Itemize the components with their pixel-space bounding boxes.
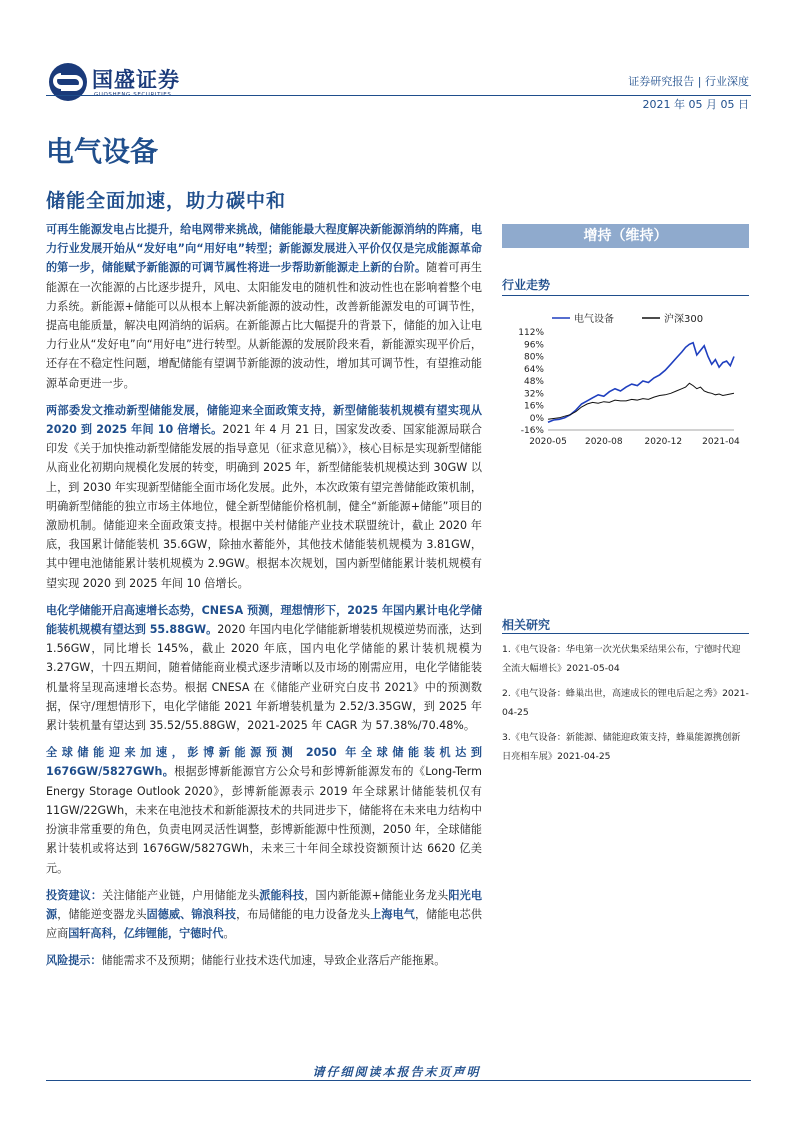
report-headline: 储能全面加速，助力碳中和 xyxy=(46,190,287,212)
paragraph-4 xyxy=(46,743,482,877)
related-item[interactable]: 1.《电气设备：华电第一次光伏集采结果公布，宁德时代迎全流大幅增长》2021-05-04 xyxy=(502,644,741,674)
x-tick-label: 2020-05 xyxy=(529,437,567,447)
y-tick-label: 112% xyxy=(518,328,544,338)
advice-text-i: ，储能电芯供应商 xyxy=(46,907,482,941)
y-tick-label: 16% xyxy=(523,401,544,412)
legend-label-hs300: 沪深300 xyxy=(664,314,704,325)
x-tick-label: 2021-04 xyxy=(702,437,740,447)
paragraph-2-lead: 两部委发文推动新型储能发展，储能迎来全面政策支持，新型储能装机规模有望实现从 2020 到 2025 年间 10 倍增长。 xyxy=(46,403,482,437)
x-axis xyxy=(529,437,740,447)
related-item[interactable]: 2.《电气设备：蜂巢出世，高速成长的锂电后起之秀》2021-04-25 xyxy=(502,688,749,718)
advice-text-e: ，储能逆变器龙头 xyxy=(57,907,147,921)
report-date: 2021 年 05 月 05 日 xyxy=(642,98,749,111)
paragraph-2 xyxy=(46,401,482,593)
related-divider xyxy=(502,633,749,634)
footer-disclaimer: 请仔细阅读本报告末页声明 xyxy=(312,1065,481,1079)
paragraph-3-text: 2020 年国内电化学储能新增装机规模逆势而涨，达到 1.56GW，同比增长 145%，截止 2020 年底，国内电化学储能的累计装机规模为 3.27GW，十四五期间，随着储能商业模式逐步清晰以及市场的刚需应用，电化学储能装机量将呈现高速增长态势。根据 CNESA 在《储能产业研究白皮书 2021》中的预测数据，保守/理想情形下，电化学储能 2021 年新增装机量为 2.52/3.35GW，到 2025 年累计装机量有望达到 35.52/55.88GW，2021-2025 年 CAGR 为 57.38%/70.48%。 xyxy=(46,623,482,733)
y-tick-label: 0% xyxy=(529,413,544,424)
related-research-list xyxy=(502,640,749,772)
series-lines xyxy=(548,343,734,423)
legend-label-electrical: 电气设备 xyxy=(574,314,614,325)
advice-stock-d: 阳光电源 xyxy=(46,888,482,921)
company-name-cn: 国盛证券 xyxy=(92,68,180,92)
advice-text-g: ，布局储能的电力设备龙头 xyxy=(236,907,371,921)
logo-mark xyxy=(48,62,88,102)
paragraph-4-lead: 全球储能迎来加速，彭博新能源预测 2050 年全球储能装机达到 1676GW/5827GWh。 xyxy=(46,746,482,779)
y-tick-label: -16% xyxy=(520,426,544,436)
advice-text-c: ，国内新能源+储能业务龙头 xyxy=(304,888,449,902)
header-divider xyxy=(46,95,751,96)
advice-stock-f: 固德威、锦浪科技 xyxy=(146,907,237,921)
advice-stock-h: 上海电气 xyxy=(370,907,415,921)
y-tick-label: 32% xyxy=(523,389,544,400)
report-type: 证券研究报告 | 行业深度 xyxy=(628,75,749,88)
x-tick-label: 2020-12 xyxy=(644,437,683,447)
paragraph-1-text: 随着可再生能源在一次能源的占比逐步提升，风电、太阳能发电的随机性和波动性也在影响着整个电力系统。新能源+储能可以从根本上解决新能源的波动性，改善新能源发电的可调节性，提高电能质量，解决电网消纳的诟病。在新能源占比大幅提升的背景下，储能的加入让电力行业从“发好电”向“用好电”进行转型。从新能源的发展阶段来看，新能源实现平价后，还存在不稳定性问题，增配储能有望调节新能源的波动性，增加其可调节性，有望推动能源革命更进一步。 xyxy=(46,261,482,390)
investment-advice xyxy=(46,886,482,944)
related-item[interactable]: 3.《电气设备：新能源、储能迎政策支持，蜂巢能源携创新日亮相车展》2021-04-25 xyxy=(502,732,741,762)
investment-advice-label: 投资建议： xyxy=(46,888,103,902)
risk-warning-text: 储能需求不及预期；储能行业技术迭代加速，导致企业落后产能拖累。 xyxy=(101,954,446,968)
paragraph-1 xyxy=(46,220,482,393)
legend xyxy=(552,312,703,325)
x-tick-label: 2020-08 xyxy=(584,437,623,447)
risk-warning-label: 风险提示： xyxy=(46,954,102,968)
y-tick-label: 96% xyxy=(523,340,544,351)
series-line-electrical xyxy=(548,343,734,423)
company-logo xyxy=(48,62,208,108)
related-section-title: 相关研究 xyxy=(502,618,551,632)
paragraph-2-text: 2021 年 4 月 21 日，国家发改委、国家能源局联合印发《关于加快推动新型储能发展的指导意见（征求意见稿）》，核心目标是实现新型储能从商业化初期向规模化发展的转变，明确到 2025 年，新型储能装机规模达到 30GW 以上，到 2030 年实现新型储能全面市场化发展。此外，本次政策有望完善储能政策机制，明确新型储能的独立市场主体地位，健全新型储能价格机制，健全“新能源+储能”项目的激励机制。储能迎来全面政策支持。根据中关村储能产业技术联盟统计，截止 2020 年底，我国累计储能装机 35.6GW，除抽水蓄能外，其他技术储能装机规模为 3.81GW，其中锂电池储能累计装机规模为 2.9GW。根据本次规划，国内新型储能累计装机规模有望实现 2020 到 2025 年间 10 倍增长。 xyxy=(46,423,482,590)
series-line-hs300 xyxy=(548,383,734,419)
footer-divider xyxy=(46,1080,751,1081)
y-axis xyxy=(518,328,734,436)
report-meta xyxy=(628,70,749,116)
trend-divider xyxy=(502,295,749,296)
trend-section-title: 行业走势 xyxy=(502,278,551,292)
report-body xyxy=(46,220,482,979)
y-tick-label: 80% xyxy=(523,352,544,363)
advice-text-k: 。 xyxy=(223,927,235,941)
paragraph-3 xyxy=(46,601,482,735)
advice-stock-j: 国轩高科，亿纬锂能，宁德时代 xyxy=(68,927,224,941)
advice-text-a: 关注储能产业链，户用储能龙头 xyxy=(102,888,260,902)
paragraph-3-lead: 电化学储能开启高速增长态势，CNESA 预测，理想情形下，2025 年国内累计电化学储能装机规模有望达到 55.88GW。 xyxy=(46,603,482,637)
risk-warning xyxy=(46,951,482,970)
paragraph-1-lead: 可再生能源发电占比提升，给电网带来挑战，储能能最大程度解决新能源消纳的阵痛，电力行业发展开始从“发好电”向“用好电”转型；新能源发展进入平价仅仅是完成能源革命的第一步，储能赋予新能源的可调节属性将进一步帮助新能源走上新的台阶。 xyxy=(46,223,482,275)
sector-title: 电气设备 xyxy=(46,135,159,168)
y-tick-label: 64% xyxy=(523,364,544,375)
industry-trend-chart xyxy=(502,305,749,450)
advice-stock-a: 派能科技 xyxy=(259,888,305,902)
paragraph-4-text: 根据彭博新能源官方公众号和彭博新能源发布的《Long-Term Energy Storage Outlook 2020》，彭博新能源表示 2019 年全球累计储能装机仅有 11GW/22GWh，未来在电池技术和新能源技术的共同进步下，储能将在未来电力结构中扮演非常重要的角色，负责电网灵活性调整，彭博新能源中性预测，2050 年，全球储能累计装机或将达到 1676GW/5827GWh，未来三十年间全球投资额预计达 6620 亿美元。 xyxy=(46,765,482,875)
rating-badge: 增持（维持） xyxy=(502,224,749,248)
y-tick-label: 48% xyxy=(523,377,544,387)
